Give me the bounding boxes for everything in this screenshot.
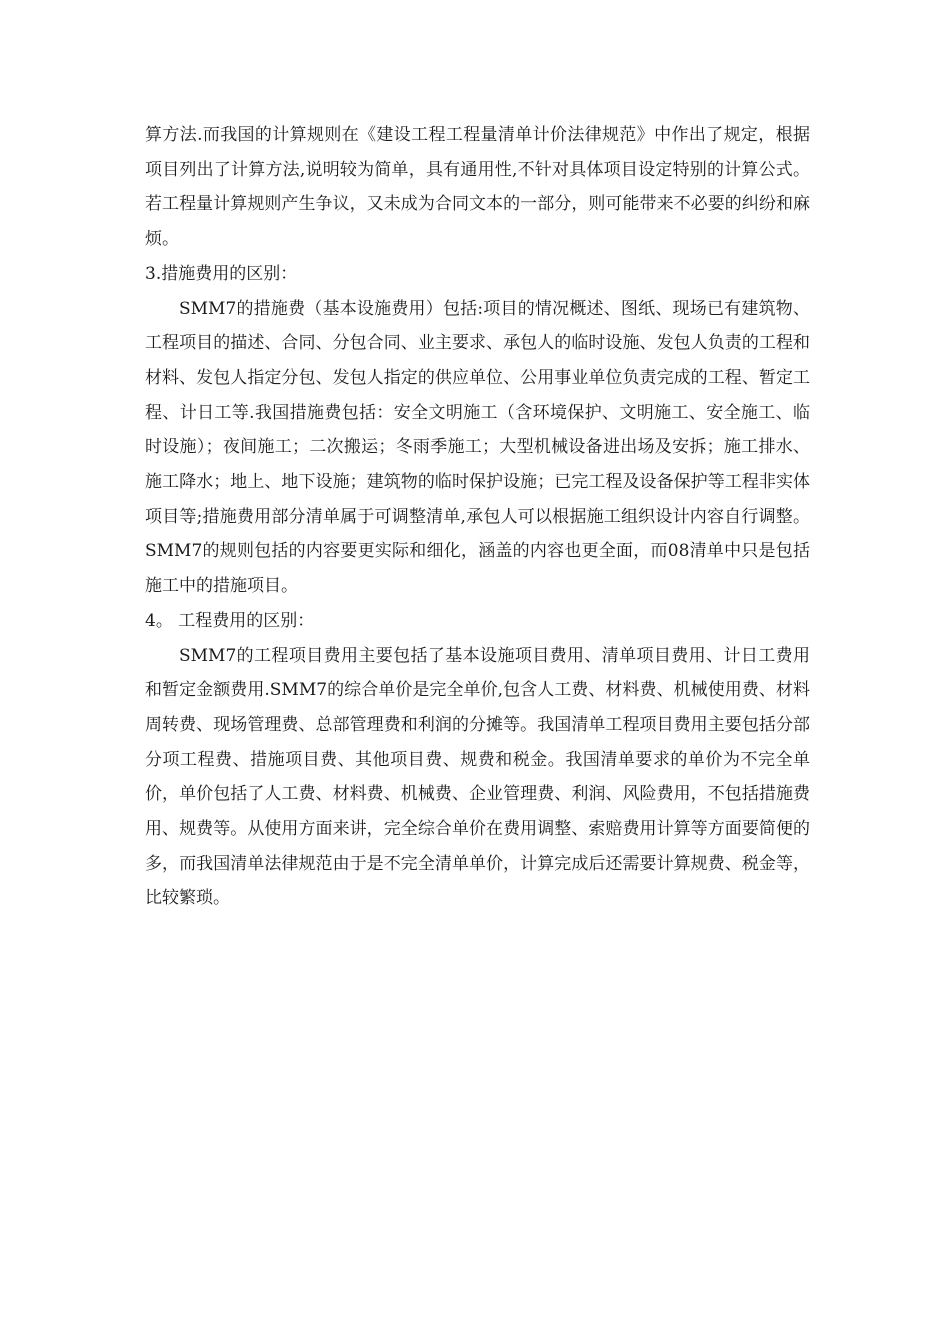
heading-measure-costs: 3.措施费用的区别： bbox=[145, 263, 298, 284]
paragraph-measure-costs: SMM7的措施费（基本设施费用）包括:项目的情况概述、图纸、现场已有建筑物、工程项目的描述、合同、分包合同、业主要求、承包人的临时设施、发包人负责的工程和材料、发包人指定分包、发包人指定的供应单位、公用事业单位负责完成的工程、暂定工程、计日工等.我国措施费包括：安全文明施工（含环境保护、文明施工、安全施工、临时设施）；夜间施工；二次搬运；冬雨季施工；大型机械设备进出场及安拆；施工排水、施工降水；地上、地下设施；建筑物的临时保护设施；已完工程及设备保护等工程非实体项目等;措施费用部分清单属于可调整清单,承包人可以根据施工组织设计内容自行调整。SMM7的规则包括的内容要更实际和细化，涵盖的内容也更全面，而08清单中只是包括施工中的措施项目。 bbox=[145, 298, 810, 597]
paragraph-project-costs: SMM7的工程项目费用主要包括了基本设施项目费用、清单项目费用、计日工费用和暂定金额费用.SMM7的综合单价是完全单价,包含人工费、材料费、机械使用费、材料周转费、现场管理费、总部管理费和利润的分摊等。我国清单工程项目费用主要包括分部分项工程费、措施项目费、其他项目费、规费和税金。我国清单要求的单价为不完全单价，单价包括了人工费、材料费、机械费、企业管理费、利润、风险费用，不包括措施费用、规费等。从使用方面来讲，完全综合单价在费用调整、索赔费用计算等方面要简便的多，而我国清单法律规范由于是不完全清单单价，计算完成后还需要计算规费、税金等，比较繁琐。 bbox=[145, 645, 810, 909]
document-page bbox=[145, 118, 810, 916]
heading-project-costs: 4。 工程费用的区别： bbox=[145, 610, 315, 631]
paragraph-calculation-rules: 算方法.而我国的计算规则在《建设工程工程量清单计价法律规范》中作出了规定，根据项目列出了计算方法,说明较为简单，具有通用性,不针对具体项目设定特别的计算公式。若工程量计算规则产生争议，又未成为合同文本的一部分，则可能带来不必要的纠纷和麻烦。 bbox=[145, 125, 810, 250]
